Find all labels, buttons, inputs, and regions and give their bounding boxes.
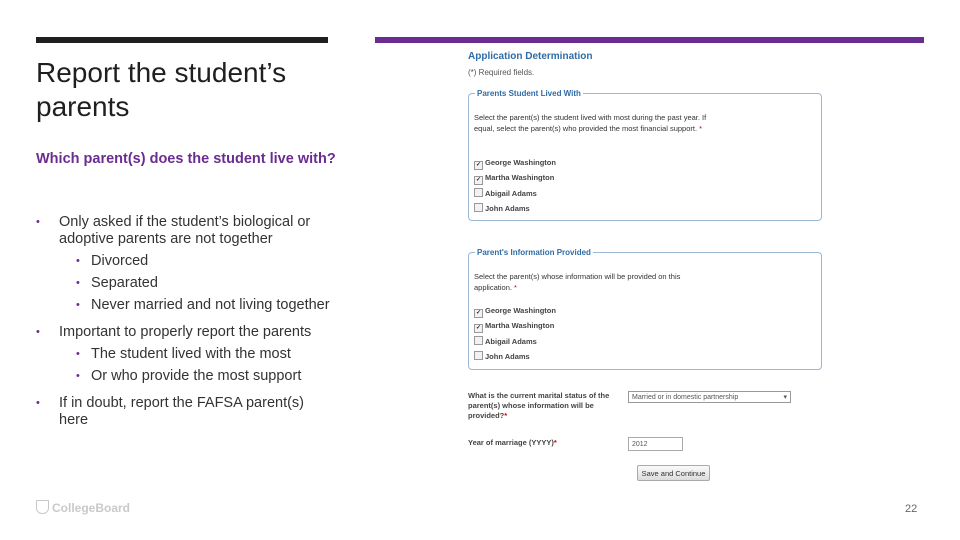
option-label: Abigail Adams — [485, 337, 537, 346]
fieldset-instruction — [474, 112, 719, 134]
bullet-dot-icon: • — [76, 348, 80, 360]
fieldset-legend: Parent's Information Provided — [477, 248, 591, 257]
checkbox-checked-icon[interactable]: ✓ — [475, 162, 482, 168]
form-title: Application Determination — [468, 51, 593, 62]
parent-option[interactable] — [474, 188, 537, 198]
sub-bullet-item — [59, 368, 336, 385]
option-label: Abigail Adams — [485, 189, 537, 198]
year-of-marriage-input[interactable]: 2012 — [628, 437, 683, 451]
bullet-dot-icon: • — [36, 216, 40, 228]
parent-option[interactable] — [474, 351, 530, 361]
select-value: Married or in domestic partnership — [632, 394, 739, 401]
parent-option[interactable] — [474, 173, 554, 185]
bullet-dot-icon: • — [76, 255, 80, 267]
option-label: John Adams — [485, 204, 530, 213]
fieldset-instruction — [474, 271, 719, 293]
required-star: * — [504, 411, 508, 420]
bullet-dot-icon: • — [76, 299, 80, 311]
checkbox-checked-icon[interactable]: ✓ — [475, 325, 482, 331]
accent-rule — [375, 37, 924, 43]
bullet-dot-icon: • — [36, 326, 40, 338]
sub-bullet-item — [59, 297, 336, 314]
page-number: 22 — [905, 503, 918, 515]
fieldset-legend: Parents Student Lived With — [477, 89, 581, 98]
sub-bullet-text: Never married and not living together — [91, 297, 330, 313]
bullet-item — [36, 214, 336, 314]
checkbox-checked-icon[interactable]: ✓ — [475, 177, 482, 183]
bullet-dot-icon: • — [76, 277, 80, 289]
sub-bullet-text: Separated — [91, 275, 158, 291]
required-star: * — [553, 438, 557, 447]
required-star: * — [699, 124, 703, 133]
sub-bullet-item — [59, 275, 336, 292]
sub-bullet-item — [59, 253, 336, 270]
bullet-item — [36, 395, 336, 429]
option-label: George Washington — [485, 158, 556, 167]
marital-status-label — [468, 391, 623, 421]
checkbox-unchecked-icon[interactable] — [474, 336, 483, 345]
question-text: What is the current marital status of the parent(s) whose information will be provided? — [468, 391, 610, 420]
option-label: Martha Washington — [485, 321, 555, 330]
slide-title: Report the student’s parents — [36, 57, 287, 122]
sub-bullet-text: Or who provide the most support — [91, 368, 302, 384]
slide-subtitle: Which parent(s) does the student live with? — [36, 151, 336, 167]
checkbox-unchecked-icon[interactable] — [474, 188, 483, 197]
parent-option[interactable] — [474, 321, 554, 333]
marital-status-select[interactable] — [628, 391, 791, 403]
checkbox-checked-icon[interactable]: ✓ — [475, 310, 482, 316]
dropdown-arrow-icon[interactable]: ▾ — [783, 394, 787, 401]
instruction-text: Select the parent(s) the student lived with most during the past year. If equal, select the parent(s) who provided the most financial support. — [474, 113, 707, 133]
bullet-text: Only asked if the student’s biological or adoptive parents are not together — [59, 214, 311, 247]
year-of-marriage-label — [468, 438, 557, 447]
parent-option[interactable] — [474, 306, 556, 318]
checkbox-unchecked-icon[interactable] — [474, 351, 483, 360]
bullet-list — [36, 214, 336, 439]
sub-bullet-text: The student lived with the most — [91, 346, 291, 362]
bullet-dot-icon: • — [76, 370, 80, 382]
sub-bullet-text: Divorced — [91, 253, 149, 269]
shield-icon — [36, 500, 49, 514]
save-and-continue-button[interactable]: Save and Continue — [637, 465, 710, 481]
college-board-logo — [36, 500, 130, 515]
sub-bullet-item — [59, 346, 336, 363]
bullet-text: If in doubt, report the FAFSA parent(s) here — [59, 395, 305, 428]
option-label: Martha Washington — [485, 173, 555, 182]
required-note: (*) Required fields. — [468, 68, 535, 77]
label-text: Year of marriage (YYYY) — [468, 438, 554, 447]
required-star: * — [514, 283, 517, 292]
logo-text: CollegeBoard — [52, 501, 131, 515]
option-label: George Washington — [485, 306, 556, 315]
instruction-text: Select the parent(s) whose information will be provided on this application. — [474, 272, 681, 292]
title-rule — [36, 37, 328, 43]
parent-option[interactable] — [474, 336, 537, 346]
checkbox-unchecked-icon[interactable] — [474, 203, 483, 212]
parent-option[interactable] — [474, 203, 530, 213]
bullet-text: Important to properly report the parents — [59, 324, 312, 340]
bullet-item — [36, 324, 336, 385]
bullet-dot-icon: • — [36, 397, 40, 409]
info-provided-fieldset — [468, 248, 822, 370]
parent-option[interactable] — [474, 158, 556, 170]
lived-with-fieldset — [468, 89, 822, 221]
option-label: John Adams — [485, 352, 530, 361]
